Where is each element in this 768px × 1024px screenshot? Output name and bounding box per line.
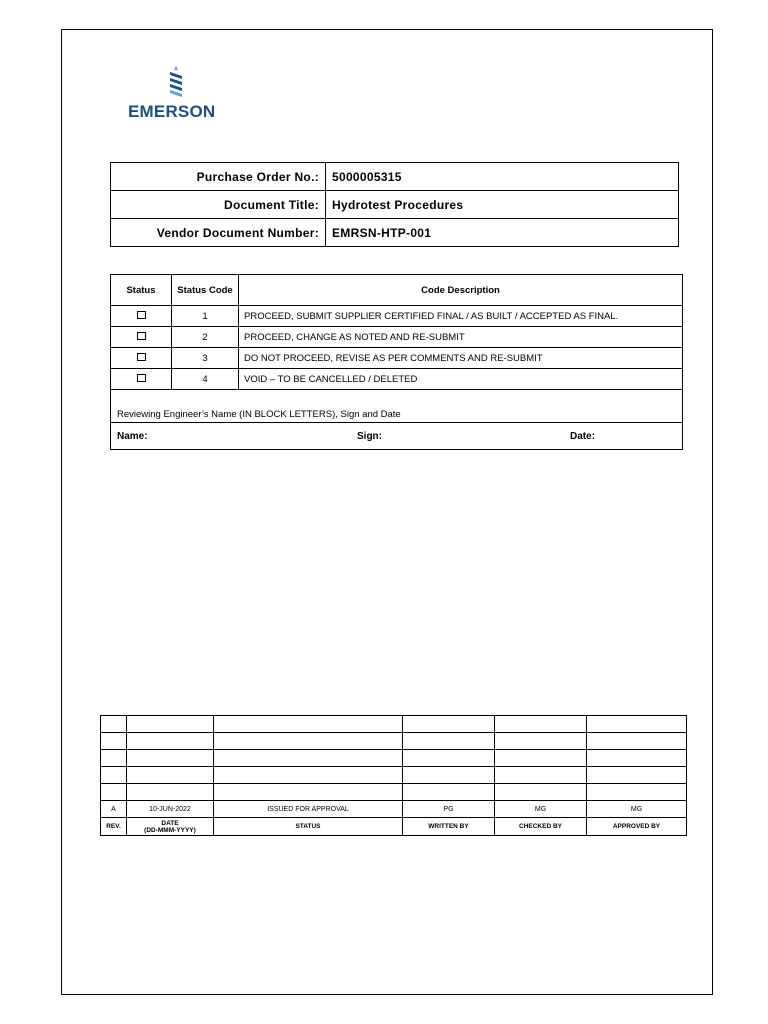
rev-value: A: [101, 801, 127, 818]
info-row: [111, 219, 679, 247]
approved-by-value: MG: [587, 801, 687, 818]
status-code: 3: [172, 348, 239, 369]
status-checkbox[interactable]: [137, 353, 146, 361]
status-checkbox[interactable]: [137, 332, 146, 340]
status-cell[interactable]: [111, 306, 172, 327]
sign-label: Sign:: [357, 431, 382, 442]
status-cell[interactable]: [111, 348, 172, 369]
vendor-doc-value: EMRSN-HTP-001: [326, 219, 679, 247]
emerson-logo: [120, 66, 232, 126]
document-info-table: [110, 162, 679, 247]
date-header: [127, 818, 214, 836]
status-row: [111, 369, 683, 390]
status-header: STATUS: [214, 818, 403, 836]
status-code-header: Status Code: [172, 275, 239, 306]
revision-row: [101, 801, 687, 818]
status-row: [111, 306, 683, 327]
status-code: 4: [172, 369, 239, 390]
reviewer-note: Reviewing Engineer’s Name (IN BLOCK LETTERS), Sign and Date: [111, 390, 683, 423]
rev-header: REV.: [101, 818, 127, 836]
code-description: DO NOT PROCEED, REVISE AS PER COMMENTS AND RE-SUBMIT: [239, 348, 683, 369]
document-title-value: Hydrotest Procedures: [326, 191, 679, 219]
status-row: [111, 327, 683, 348]
signature-cell: [111, 423, 683, 450]
code-description: VOID – TO BE CANCELLED / DELETED: [239, 369, 683, 390]
status-cell[interactable]: [111, 327, 172, 348]
written-by-header: WRITTEN BY: [403, 818, 495, 836]
status-cell[interactable]: [111, 369, 172, 390]
code-description-header: Code Description: [239, 275, 683, 306]
date-header-label: DATE: [161, 819, 179, 827]
document-title-label: Document Title:: [111, 191, 326, 219]
status-value: ISSUED FOR APPROVAL: [214, 801, 403, 818]
revision-row-empty: [101, 784, 687, 801]
status-row: [111, 348, 683, 369]
purchase-order-label: Purchase Order No.:: [111, 163, 326, 191]
revision-row-empty: [101, 716, 687, 733]
status-header-row: [111, 275, 683, 306]
revision-header-row: [101, 818, 687, 836]
status-code: 2: [172, 327, 239, 348]
date-label: Date:: [570, 431, 596, 442]
info-row: [111, 191, 679, 219]
checked-by-header: CHECKED BY: [495, 818, 587, 836]
revision-row-empty: [101, 750, 687, 767]
revision-row-empty: [101, 733, 687, 750]
revision-table: [100, 715, 687, 836]
status-checkbox[interactable]: [137, 374, 146, 382]
info-row: [111, 163, 679, 191]
purchase-order-value: 5000005315: [326, 163, 679, 191]
emerson-logo-icon: [167, 66, 185, 100]
signature-row: [111, 423, 683, 450]
date-value: 10-JUN-2022: [127, 801, 214, 818]
vendor-doc-label: Vendor Document Number:: [111, 219, 326, 247]
checked-by-value: MG: [495, 801, 587, 818]
approved-by-header: APPROVED BY: [587, 818, 687, 836]
emerson-wordmark: EMERSON: [128, 102, 216, 121]
status-checkbox[interactable]: [137, 311, 146, 319]
date-format-label: (DD-MMM-YYYY): [144, 826, 196, 834]
revision-row-empty: [101, 767, 687, 784]
status-code: 1: [172, 306, 239, 327]
written-by-value: PG: [403, 801, 495, 818]
code-description: PROCEED, CHANGE AS NOTED AND RE-SUBMIT: [239, 327, 683, 348]
name-label: Name:: [117, 431, 148, 442]
reviewer-note-row: [111, 390, 683, 423]
code-description: PROCEED, SUBMIT SUPPLIER CERTIFIED FINAL / AS BUILT / ACCEPTED AS FINAL.: [239, 306, 683, 327]
status-header: Status: [111, 275, 172, 306]
status-code-table: [110, 274, 683, 450]
